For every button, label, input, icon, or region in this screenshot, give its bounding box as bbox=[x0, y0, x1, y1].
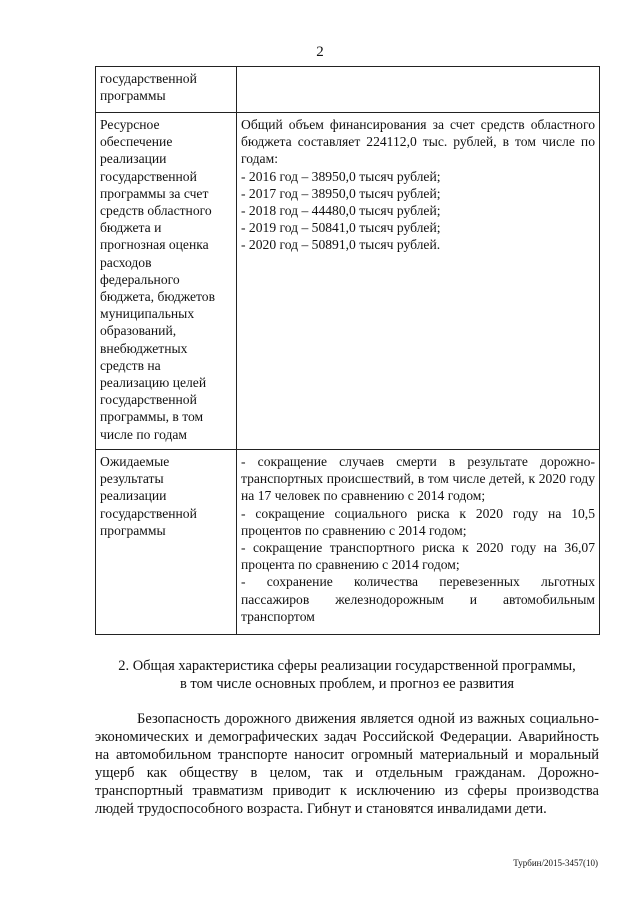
row-label-line: государственной bbox=[100, 168, 197, 184]
row-label-cell bbox=[96, 67, 237, 113]
row-label-line: результаты bbox=[100, 471, 164, 487]
funding-year-item: - 2019 год – 50841,0 тысяч рублей; bbox=[241, 220, 441, 236]
row-label-line: муниципальных bbox=[100, 306, 195, 322]
row-label-line: бюджета, бюджетов bbox=[100, 289, 216, 305]
funding-year-item: - 2017 год – 38950,0 тысяч рублей; bbox=[241, 185, 441, 201]
row-label-line: образований, bbox=[100, 323, 177, 339]
funding-year-item: - 2020 год – 50891,0 тысяч рублей. bbox=[241, 237, 441, 253]
table-row bbox=[96, 113, 600, 450]
row-label-line: средств областного bbox=[100, 203, 212, 219]
expected-result-item: - сокращение случаев смерти в результате дорожно-транспортных происшествий, в том числе детей, к 2020 году на 17 человек по сравнению с 2014 годом; bbox=[241, 454, 595, 504]
row-label-line: реализации bbox=[100, 151, 167, 167]
row-label-line: программы за счет bbox=[100, 185, 209, 201]
row-value-cell bbox=[237, 113, 600, 450]
table-row bbox=[96, 450, 600, 635]
row-label-line: Ресурсное bbox=[100, 117, 160, 132]
funding-year-item: - 2016 год – 38950,0 тысяч рублей; bbox=[241, 168, 441, 184]
expected-result-item: - сокращение транспортного риска к 2020 году на 36,07 процента по сравнению с 2014 годом; bbox=[241, 540, 595, 573]
body-paragraph: Безопасность дорожного движения является одной из важных социально-экономических и демографических задач Российской Федерации. Аварийность на автомобильном транспорте наносит огромный материальный и моральный ущерб как обществу в целом, так и отдельным гражданам. Дорожно-транспортный травматизм приводит к исключению из сферы производства людей трудоспособного возраста. Гибнут и становятся инвалидами дети. bbox=[95, 711, 599, 817]
row-label-line: бюджета и bbox=[100, 220, 162, 236]
row-label-line: государственной bbox=[100, 71, 197, 86]
row-label-line: государственной bbox=[100, 505, 197, 521]
row-label-line: реализацию целей bbox=[100, 375, 207, 391]
row-label-line: средств на bbox=[100, 357, 161, 373]
program-passport-table bbox=[95, 66, 600, 635]
row-label-line: программы, в том bbox=[100, 409, 204, 425]
expected-result-item: - сохранение количества перевезенных льготных пассажиров железнодорожным и автомобильным транспортом bbox=[241, 574, 595, 624]
expected-result-item: - сокращение социального риска к 2020 году на 10,5 процентов по сравнению с 2014 годом; bbox=[241, 505, 595, 538]
row-label-line: внебюджетных bbox=[100, 340, 188, 356]
row-label-line: программы bbox=[100, 88, 166, 104]
row-label-line: реализации bbox=[100, 488, 167, 504]
row-label-line: обеспечение bbox=[100, 134, 173, 150]
row-label-line: программы bbox=[100, 522, 166, 538]
document-code: Турбин/2015-3457(10) bbox=[513, 858, 598, 868]
funding-year-item: - 2018 год – 44480,0 тысяч рублей; bbox=[241, 203, 441, 219]
row-label-line: прогнозная оценка bbox=[100, 237, 209, 253]
page-number: 2 bbox=[316, 44, 324, 60]
section-heading-line: в том числе основных проблем, и прогноз ее развития bbox=[179, 676, 515, 692]
funding-total-text: Общий объем финансирования за счет средств областного бюджета составляет 224112,0 тыс. рублей, в том числе по годам: bbox=[241, 117, 595, 167]
row-label-line: Ожидаемые bbox=[100, 454, 170, 469]
row-value-cell bbox=[237, 67, 600, 113]
row-label-line: федерального bbox=[100, 271, 180, 287]
section-heading bbox=[95, 657, 599, 693]
row-label-line: государственной bbox=[100, 392, 197, 408]
row-label-line: расходов bbox=[100, 254, 152, 270]
row-label-line: числе по годам bbox=[100, 426, 188, 442]
section-heading-line: 2. Общая характеристика сферы реализации государственной программы, bbox=[118, 658, 576, 674]
row-label-cell bbox=[96, 113, 237, 450]
row-label-cell bbox=[96, 450, 237, 635]
row-value-cell bbox=[237, 450, 600, 635]
table-row bbox=[96, 67, 600, 113]
